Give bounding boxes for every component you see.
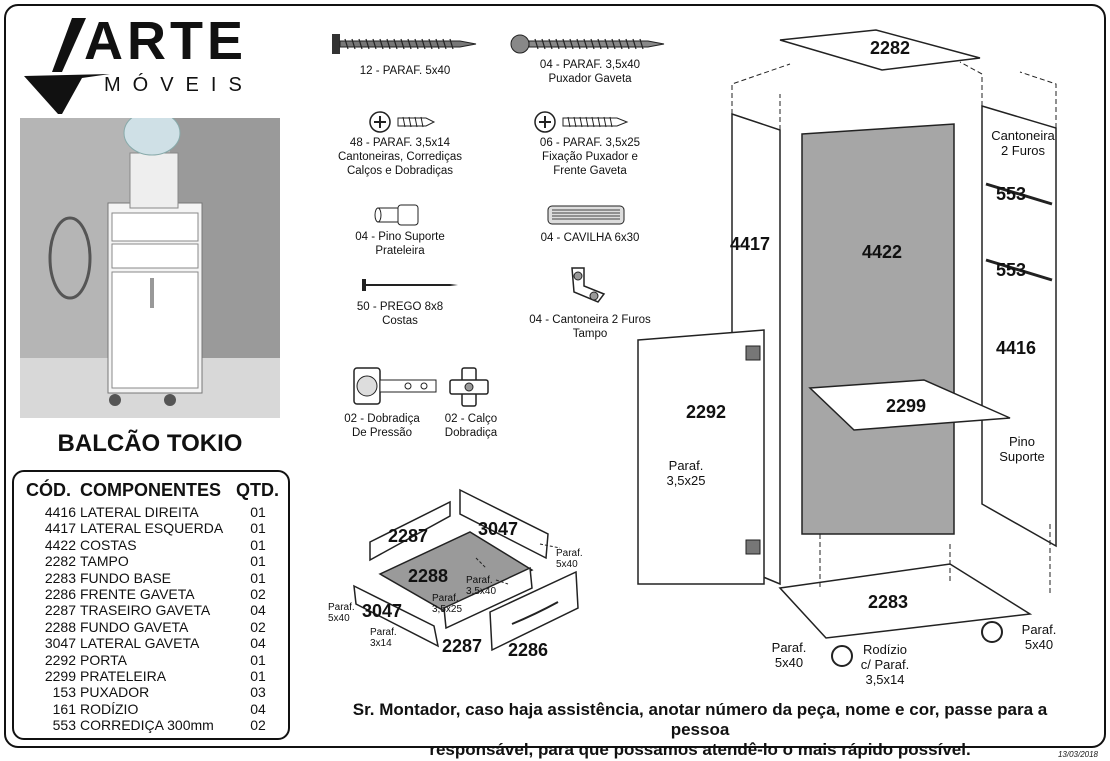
- code-cell: 3047: [44, 635, 76, 652]
- part-label-553: 553: [996, 184, 1027, 204]
- code-cell: 4422: [44, 536, 76, 553]
- qty-cell: 04: [250, 635, 266, 652]
- caster-note: Rodízio c/ Paraf. 3,5x14: [860, 642, 910, 687]
- qty-cell: 01: [250, 651, 266, 668]
- code-cell: 2283: [44, 569, 76, 586]
- drawer-exploded-diagram: [326, 488, 588, 660]
- code-cell: 4417: [44, 520, 76, 537]
- component-cell: PRATELEIRA: [80, 667, 167, 684]
- hardware-caption: 12 - PARAF. 5x40: [359, 65, 451, 77]
- qty-cell: 04: [250, 700, 266, 717]
- table-row: [14, 652, 288, 668]
- code-cell: 153: [52, 684, 76, 701]
- component-cell: LATERAL DIREITA: [80, 504, 199, 520]
- component-cell: FRENTE GAVETA: [80, 585, 195, 602]
- part-label-2283: 2283: [868, 592, 909, 612]
- angle-bracket-icon: [566, 264, 610, 304]
- table-row: [14, 684, 288, 700]
- part-label-4416: 4416: [996, 338, 1037, 358]
- hardware-caption: 50 - PREGO 8x8 Costas: [356, 301, 444, 327]
- hardware-caption: 04 - Pino Suporte Prateleira: [355, 231, 445, 257]
- component-cell: FUNDO GAVETA: [80, 618, 189, 635]
- component-cell: TAMPO: [80, 553, 129, 570]
- component-cell: LATERAL ESQUERDA: [80, 520, 224, 537]
- hardware-caption: 02 - Calço Dobradiça: [444, 413, 498, 439]
- hardware-caption: 02 - Dobradiça De Pressão: [344, 413, 420, 439]
- table-row: [14, 668, 288, 684]
- code-cell: 2286: [44, 585, 76, 602]
- part-label-4417: 4417: [730, 234, 771, 254]
- product-title: BALCÃO TOKIO: [57, 430, 243, 457]
- code-cell: 2287: [44, 602, 76, 619]
- component-cell: FUNDO BASE: [80, 569, 172, 586]
- pin-note: Pino Suporte: [999, 434, 1045, 464]
- table-row: [14, 602, 288, 618]
- code-cell: 4416: [44, 504, 76, 520]
- qty-cell: 02: [250, 585, 266, 602]
- col-header-qty: QTD.: [236, 480, 279, 500]
- base-screw-note: Paraf. 5x40: [771, 640, 807, 670]
- screw-note: Paraf. 5x40: [328, 602, 355, 624]
- qty-cell: 01: [250, 667, 266, 684]
- part-label-2287: 2287: [442, 636, 483, 656]
- base-screw-note: Paraf. 5x40: [1021, 622, 1057, 652]
- table-row: [14, 504, 288, 520]
- component-cell: PORTA: [80, 651, 127, 668]
- dowel-icon: [546, 204, 626, 226]
- part-label-2287: 2287: [388, 526, 429, 546]
- component-cell: LATERAL GAVETA: [80, 635, 200, 652]
- part-label-553: 553: [996, 260, 1027, 280]
- assembler-note: Sr. Montador, caso haja assistência, anotar número da peça, nome e cor, passe para a pessoa responsável, para que possamos atendê-lo o mais rápido possível.: [352, 700, 1048, 759]
- brand-sub: MÓVEIS: [104, 74, 254, 96]
- part-label-2292: 2292: [686, 402, 727, 422]
- qty-cell: 02: [250, 717, 266, 734]
- screw-note: Paraf. 3,5x40: [466, 575, 497, 597]
- part-label-3047: 3047: [478, 519, 519, 539]
- hinge-plate-icon: [448, 366, 490, 408]
- component-cell: TRASEIRO GAVETA: [80, 602, 211, 619]
- screw-note: Paraf. 3,5x25: [432, 593, 463, 615]
- screw-3.5x14-icon: [368, 110, 468, 134]
- code-cell: 2292: [44, 651, 76, 668]
- hardware-caption: 06 - PARAF. 3,5x25 Fixação Puxador e Frente Gaveta: [539, 137, 641, 177]
- qty-cell: 03: [250, 684, 266, 701]
- qty-cell: 04: [250, 602, 266, 619]
- qty-cell: 01: [250, 553, 266, 570]
- col-header-code: CÓD.: [26, 480, 71, 500]
- part-label-4422: 4422: [862, 242, 903, 262]
- table-row: [14, 635, 288, 651]
- code-cell: 553: [52, 717, 76, 734]
- table-row: [14, 619, 288, 635]
- code-cell: 161: [52, 700, 76, 717]
- table-row: [14, 570, 288, 586]
- bracket-note: Cantoneira 2 Furos: [991, 128, 1055, 158]
- component-cell: CORREDIÇA 300mm: [80, 717, 214, 734]
- product-photo: [20, 118, 280, 418]
- part-label-3047: 3047: [362, 601, 403, 621]
- screw-5x40-icon: [330, 30, 480, 58]
- screw-note: Paraf. 5x40: [556, 548, 583, 570]
- component-cell: PUXADOR: [80, 684, 150, 701]
- door-screw-note: Paraf. 3,5x25: [666, 458, 706, 488]
- part-label-2286: 2286: [508, 640, 549, 660]
- nail-icon: [360, 278, 460, 292]
- part-label-2288: 2288: [408, 566, 449, 586]
- hardware-caption: 04 - CAVILHA 6x30: [540, 232, 640, 244]
- revision-date: 13/03/2018: [1057, 750, 1098, 759]
- component-cell: RODÍZIO: [80, 700, 139, 717]
- table-row: [14, 717, 288, 733]
- shelf-pin-icon: [374, 202, 424, 228]
- qty-cell: 02: [250, 618, 266, 635]
- part-label-2299: 2299: [886, 396, 927, 416]
- hardware-caption: 48 - PARAF. 3,5x14 Cantoneiras, Corrediças Calços e Dobradiças: [337, 137, 462, 177]
- hardware-caption: 04 - Cantoneira 2 Furos Tampo: [529, 314, 651, 340]
- qty-cell: 01: [250, 520, 266, 537]
- brand-name: ARTE: [84, 11, 247, 71]
- qty-cell: 01: [250, 504, 266, 520]
- table-row: [14, 553, 288, 569]
- qty-cell: 01: [250, 569, 266, 586]
- table-row: [14, 537, 288, 553]
- table-row: [14, 520, 288, 536]
- component-cell: COSTAS: [80, 536, 137, 553]
- components-table: [12, 470, 290, 740]
- qty-cell: 01: [250, 536, 266, 553]
- hardware-caption: 04 - PARAF. 3,5x40 Puxador Gaveta: [539, 59, 641, 85]
- col-header-components: COMPONENTES: [80, 480, 222, 500]
- code-cell: 2299: [44, 667, 76, 684]
- code-cell: 2288: [44, 618, 76, 635]
- table-body: [14, 504, 288, 733]
- table-row: [14, 701, 288, 717]
- table-row: [14, 586, 288, 602]
- screw-note: Paraf. 3x14: [370, 627, 397, 649]
- hinge-icon: [350, 364, 440, 408]
- code-cell: 2282: [44, 553, 76, 570]
- part-label-2282: 2282: [870, 38, 911, 58]
